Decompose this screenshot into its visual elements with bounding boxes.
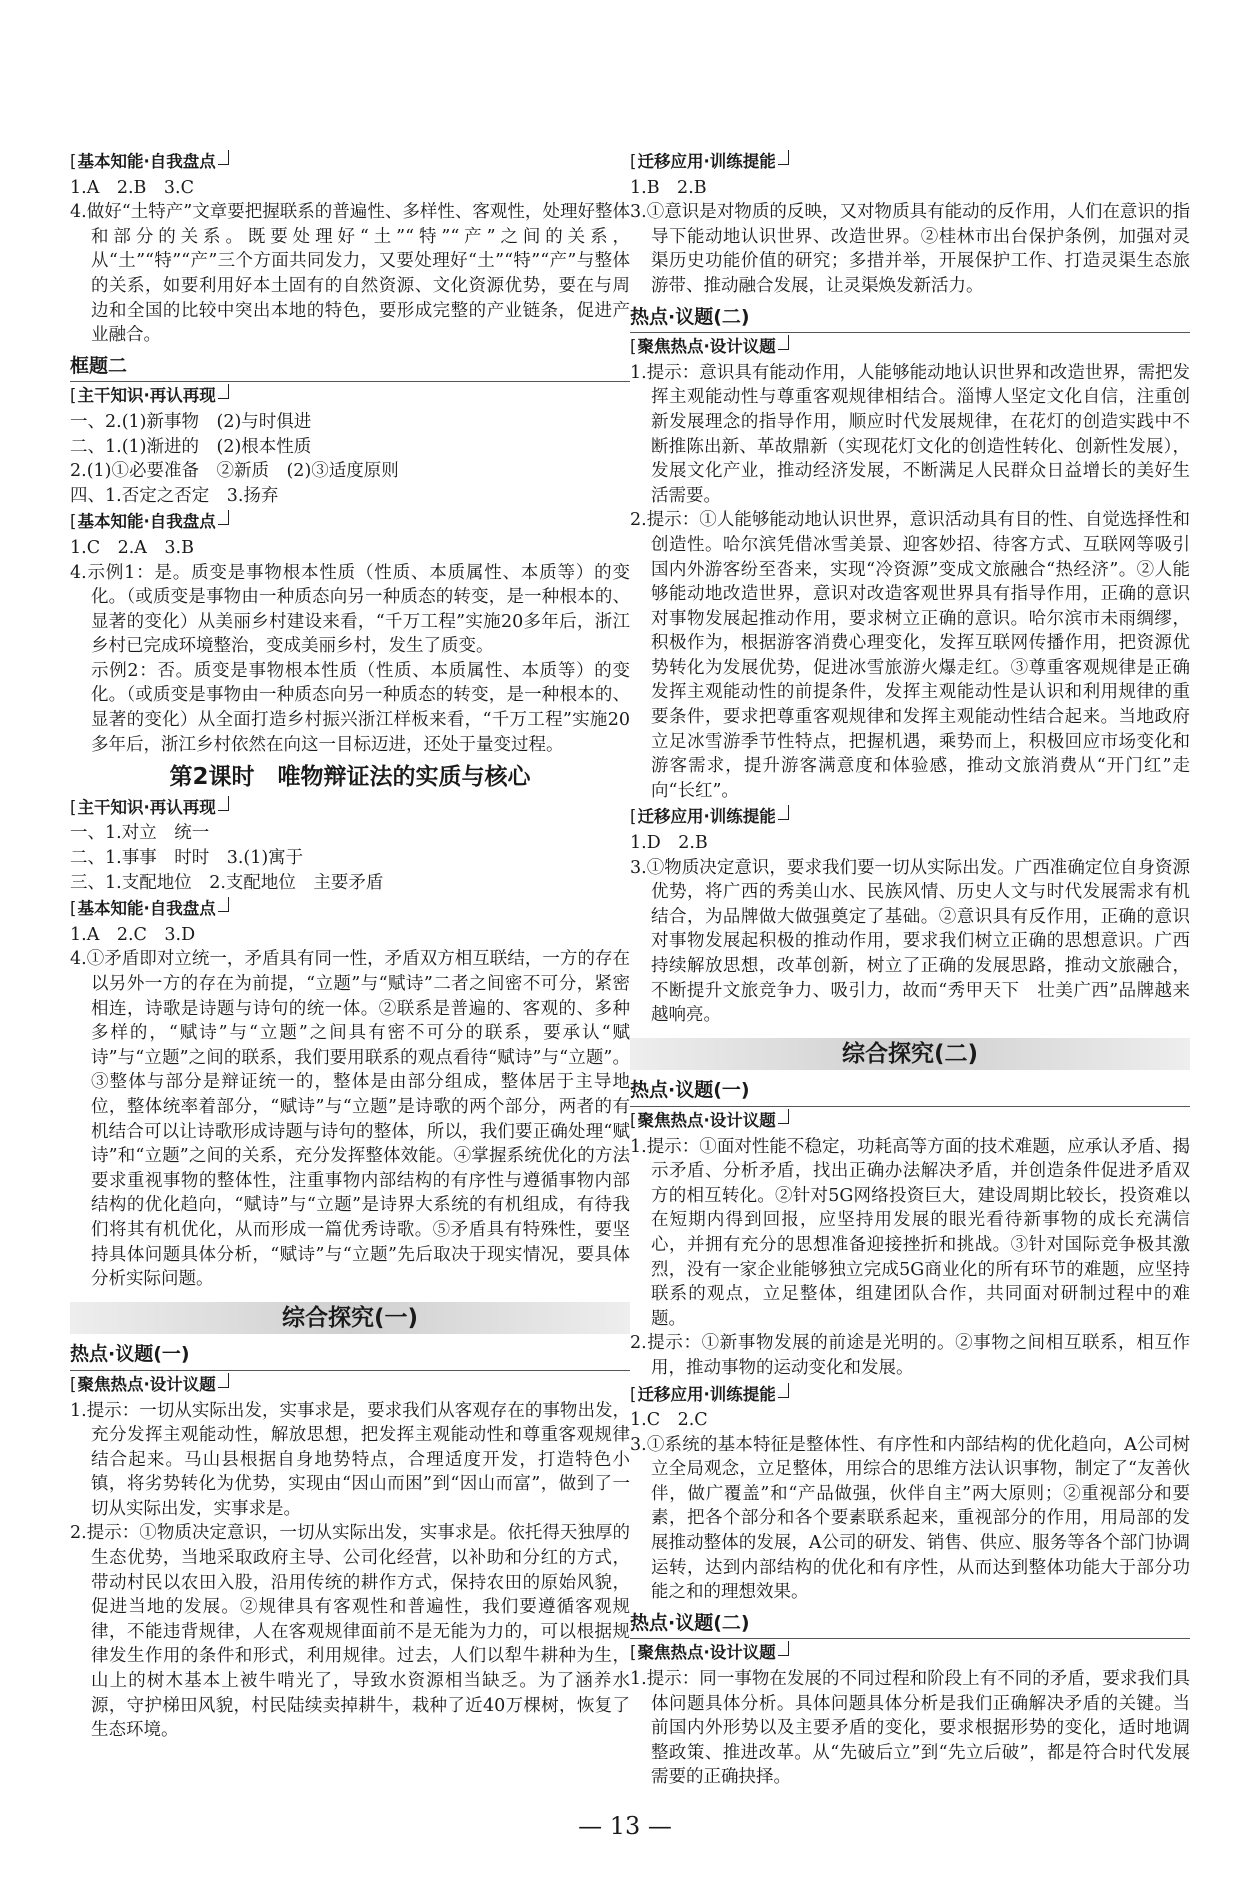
page-number: — 13 — (578, 1812, 672, 1840)
answer-paragraph: 2.提示：①新事物发展的前途是光明的。②事物之间相互联系，相互作用，推动事物的运动变化和发展。 (630, 1333, 1190, 1378)
answer-line: 二、1.(1)渐进的 (2)根本性质 (70, 436, 312, 457)
answer-line: 一、2.(1)新事物 (2)与时俱进 (70, 411, 312, 432)
right-column (630, 148, 1190, 1790)
answer-line: 二、1.事事 时时 3.(1)寓于 (70, 848, 304, 869)
section-label: [ 基本知能·自我盘点 (70, 897, 630, 922)
answer-paragraph: 2.提示：①物质决定意识，一切从实际出发，实事求是。依托得天独厚的生态优势，当地采取政府主导、公司化经营，以补助和分红的方式，带动村民以农田入股，沿用传统的耕作方式，保持农田的原始风貌，促进当地的发展。②规律具有客观性和普遍性，我们要遵循客观规律，不能违背规律，人在客观规律面前不是无能为力的，可以根据规律发生作用的条件和形式，利用规律。过去，人们以犁牛耕种为生，山上的树木基本上被牛啃光了，导致水资源相当缺乏。为了涵养水源，守护梯田风貌，村民陆续卖掉耕牛，栽种了近40万棵树，恢复了生态环境。 (70, 1523, 630, 1741)
section-band: 综合探究(一) (70, 1302, 630, 1335)
section-label: [ 聚焦热点·设计议题 (630, 335, 1190, 360)
section-label: [ 迁移应用·训练提能 (630, 150, 1190, 175)
lesson-title: 第2课时 唯物辩证法的实质与核心 (169, 764, 531, 791)
answer-line: 四、1.否定之否定 3.扬弃 (70, 485, 279, 506)
section-label: [ 主干知识·再认再现 (70, 796, 630, 821)
answer-paragraph: 4.示例1：是。质变是事物根本性质（性质、本质属性、本质等）的变化。（或质变是事物由一种质态向另一种质态的转变，是一种根本的、显著的变化）从美丽乡村建设来看，“千万工程”实施20多年后，浙江乡村已完成环境整治，变成美丽乡村，发生了质变。 (70, 562, 630, 657)
answer-line: 三、1.支配地位 2.支配地位 主要矛盾 (70, 872, 384, 893)
answer-paragraph: 2.提示：①人能够能动地认识世界，意识活动具有目的性、自觉选择性和创造性。哈尔滨凭借冰雪美景、迎客妙招、待客方式、互联网等吸引国内外游客纷至沓来，实现“冷资源”变成文旅融合“热经济”。②人能够能动地改造世界，意识对改造客观世界具有指导作用，正确的意识对事物发展起推动作用，要求树立正确的意识。哈尔滨市未雨绸缪，积极作为，根据游客消费心理变化，发挥互联网传播作用，把资源优势转化为发展优势，促进冰雪旅游火爆走红。③尊重客观规律是正确发挥主观能动性的前提条件，发挥主观能动性是认识和利用规律的重要条件，要求把尊重客观规律和发挥主观能动性结合起来。当地政府立足冰雪游季节性特点，把握机遇，乘势而上，积极回应市场变化和游客需求，提升游客满意度和体验感，推动文旅消费从“开门红”走向“长红”。 (630, 510, 1190, 801)
answer-paragraph: 示例2：否。质变是事物根本性质（性质、本质属性、本质等）的变化。（或质变是事物由一种质态向另一种质态的转变，是一种根本的、显著的变化）从全面打造乡村振兴浙江样板来看，“千万工程”实施20多年后，浙江乡村依然在向这一目标迈进，还处于量变过程。 (91, 660, 630, 755)
answer-paragraph: 4.做好“土特产”文章要把握联系的普遍性、多样性、客观性，处理好整体和部分的关系。既要处理好“土”“特”“产”之间的关系，从“土”“特”“产”三个方面共同发力，又要处理好“土”“特”“产”与整体的关系，如要利用好本土固有的自然资源、文化资源优势，要在与周边和全国的比较中突出本地的特色，要形成完整的产业链条，促进产业融合。 (70, 202, 630, 346)
section-label: [ 迁移应用·训练提能 (630, 1383, 1190, 1408)
answer-line: 1.D 2.B (630, 833, 708, 854)
left-column (70, 148, 630, 1743)
topic-heading: 热点·议题(二) (630, 1611, 1190, 1640)
answer-paragraph: 1.提示：意识具有能动作用，人能够能动地认识世界和改造世界，需把发挥主观能动性与尊重客观规律相结合。淄博人坚定文化自信，注重创新发展理念的指导作用，顺应时代发展规律，在花灯的创造实践中不断推陈出新、革故鼎新（实现花灯文化的创造性转化、创新性发展），发展文化产业，推动经济发展，不断满足人民群众日益增长的美好生活需要。 (630, 362, 1190, 506)
answer-paragraph: 4.①矛盾即对立统一，矛盾具有同一性，矛盾双方相互联结，一方的存在以另外一方的存在为前提，“立题”与“赋诗”二者之间密不可分，紧密相连，诗歌是诗题与诗句的统一体。②联系是普遍的、客观的、多种多样的，“赋诗”与“立题”之间具有密不可分的联系，要承认“赋诗”与“立题”之间的联系，我们要用联系的观点看待“赋诗”与“立题”。③整体与部分是辩证统一的，整体是由部分组成，整体居于主导地位，整体统率着部分，“赋诗”与“立题”是诗歌的两个部分，两者的有机结合可以让诗歌形成诗题与诗句的整体，所以，我们要正确处理“赋诗”和“立题”之间的关系，充分发挥整体效能。④掌握系统优化的方法要求重视事物的整体性，注重事物内部结构的有序性与遵循事物内部结构的优化趋向，“赋诗”与“立题”是诗界大系统的有机组成，有待我们将其有机优化，从而形成一篇优秀诗歌。⑤矛盾具有特殊性，要坚持具体问题具体分析，“赋诗”与“立题”先后取决于现实情况，要具体分析实际问题。 (70, 949, 630, 1290)
answer-line: 1.A 2.B 3.C (70, 177, 194, 198)
answer-line: 1.B 2.B (630, 177, 707, 198)
topic-heading: 热点·议题(一) (630, 1078, 1190, 1107)
section-label: [ 聚焦热点·设计议题 (630, 1641, 1190, 1666)
topic-heading: 热点·议题(一) (70, 1342, 630, 1371)
answer-paragraph: 1.提示：一切从实际出发，实事求是，要求我们从客观存在的事物出发，充分发挥主观能动性，解放思想，把发挥主观能动性和尊重客观规律结合起来。马山县根据自身地势特点，合理适度开发，打造特色小镇，将劣势转化为优势，实现由“因山而困”到“因山而富”，做到了一切从实际出发，实事求是。 (70, 1400, 630, 1519)
topic-heading: 热点·议题(二) (630, 305, 1190, 334)
section-label: [ 基本知能·自我盘点 (70, 510, 630, 535)
answer-line: 1.C 2.A 3.B (70, 537, 194, 558)
section-label: [ 聚焦热点·设计议题 (630, 1109, 1190, 1134)
answer-paragraph: 1.提示：①面对性能不稳定，功耗高等方面的技术难题，应承认矛盾、揭示矛盾、分析矛盾，找出正确办法解决矛盾，并创造条件促进矛盾双方的相互转化。②针对5G网络投资巨大，建设周期比较长，投资难以在短期内得到回报，应坚持用发展的眼光看待新事物的成长充满信心，并拥有充分的思想准备迎接挫折和挑战。③针对国际竞争极其激烈，没有一家企业能够独立完成5G商业化的所有环节的难题，应坚持联系的观点，立足整体，组建团队合作，共同面对研制过程中的难题。 (630, 1136, 1190, 1329)
section-label: [ 基本知能·自我盘点 (70, 150, 630, 175)
section-label: [ 聚焦热点·设计议题 (70, 1373, 630, 1398)
answer-paragraph: 3.①意识是对物质的反映，又对物质具有能动的反作用，人们在意识的指导下能动地认识世界、改造世界。②桂林市出台保护条例，加强对灵渠历史功能价值的研究；多措并举，开展保护工作、打造灵渠生态旅游带、推动融合发展，让灵渠焕发新活力。 (630, 202, 1190, 296)
answer-paragraph: 1.提示：同一事物在发展的不同过程和阶段上有不同的矛盾，要求我们具体问题具体分析。具体问题具体分析是我们正确解决矛盾的关键。当前国内外形势以及主要矛盾的变化，要求根据形势的变化，适时地调整政策、推进改革。从“先破后立”到“先立后破”，都是符合时代发展需要的正确抉择。 (630, 1669, 1190, 1788)
topic-heading: 框题二 (70, 354, 630, 383)
answer-line: 2.(1)①必要准备 ②新质 (2)③适度原则 (70, 461, 399, 482)
answer-line: 1.A 2.C 3.D (70, 924, 196, 945)
section-band: 综合探究(二) (630, 1038, 1190, 1071)
section-label: [ 迁移应用·训练提能 (630, 805, 1190, 830)
section-label: [ 主干知识·再认再现 (70, 384, 630, 409)
answer-line: 1.C 2.C (630, 1410, 708, 1431)
answer-paragraph: 3.①系统的基本特征是整体性、有序性和内部结构的优化趋向，A公司树立全局观念，立足整体，用综合的思维方法认识事物，制定了“友善伙伴，做广覆盖”和“产品做强，伙伴自主”两大原则；②重视部分和要素，把各个部分和各个要素联系起来，重视部分的作用，用局部的发展推动整体的发展，A公司的研发、销售、供应、服务等各个部门协调运转，达到内部结构的优化和有序性，从而达到整体功能大于部分功能之和的理想效果。 (630, 1434, 1190, 1603)
answer-paragraph: 3.①物质决定意识，要求我们要一切从实际出发。广西准确定位自身资源优势，将广西的秀美山水、民族风情、历史人文与时代发展需求有机结合，为品牌做大做强奠定了基础。②意识具有反作用，正确的意识对事物发展起积极的推动作用，要求我们树立正确的思想意识。广西持续解放思想，改革创新，树立了正确的发展思路，推动文旅融合，不断提升文旅竞争力、吸引力，故而“秀甲天下 壮美广西”品牌越来越响亮。 (630, 857, 1190, 1026)
answer-line: 一、1.对立 统一 (70, 823, 210, 844)
